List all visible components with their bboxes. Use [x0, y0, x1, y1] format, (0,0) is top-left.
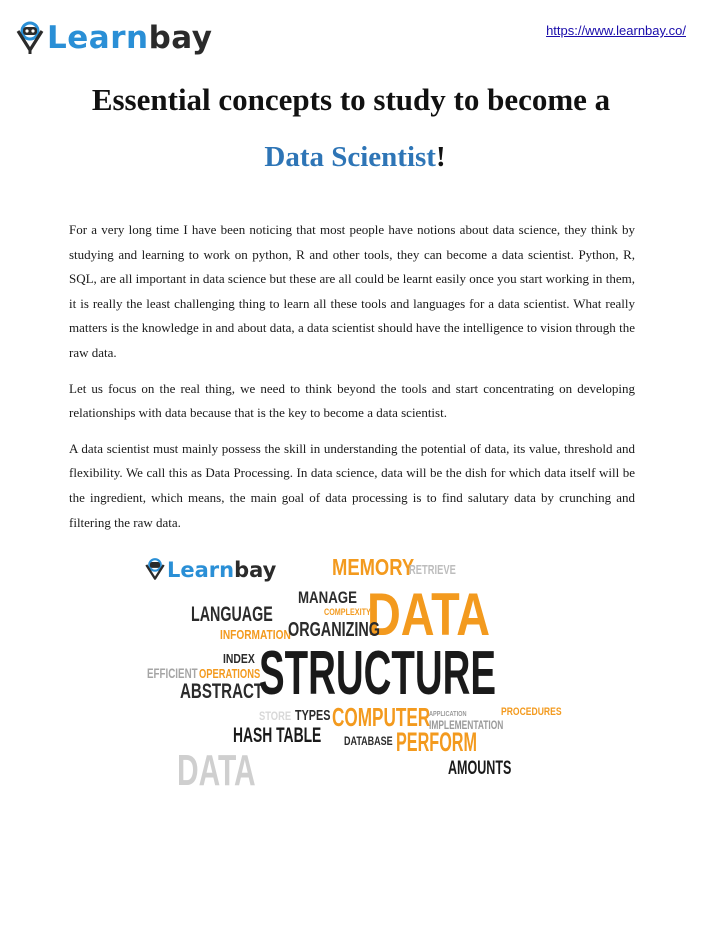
word-implementation: IMPLEMENTATION [429, 718, 504, 732]
word-database: DATABASE [344, 734, 393, 748]
word-information: INFORMATION [220, 627, 291, 642]
word-organizing: ORGANIZING [288, 619, 381, 641]
word-operations: OPERATIONS [199, 666, 261, 681]
word-manage: MANAGE [298, 588, 357, 607]
word-cloud-logo [143, 557, 276, 583]
logo-text-learn: Learn [47, 20, 149, 56]
word-amounts: AMOUNTS [448, 758, 512, 779]
page-header [0, 0, 720, 70]
word-structure: STRUCTURE [259, 639, 497, 708]
word-types: TYPES [295, 707, 331, 724]
article-body [69, 218, 635, 546]
logo-wordmark [47, 20, 212, 56]
paragraph: A data scientist must mainly possess the skill in understanding the potential of data, its value, threshold and flexibility. We call this as Data Processing. In data science, data will be the dish for which data itself will be the ingredient, which means, the main goal of data processing is to find salutary data by crunching and filtering the raw data. [69, 440, 635, 530]
learnbay-logo-icon [14, 20, 46, 56]
wc-logo-bay: bay [234, 558, 277, 582]
word-perform: PERFORM [396, 727, 477, 757]
logo-text-bay: bay [148, 20, 213, 56]
word-hash-table: HASH TABLE [233, 724, 322, 747]
word-application: APPLICATION [429, 711, 467, 718]
paragraph: Let us focus on the real thing, we need to think beyond the tools and start concentrating on developing relationships with data because that is the key to become a data scientist. [69, 380, 635, 421]
word-data-grey: DATA [177, 746, 256, 792]
title-punctuation: ! [435, 141, 446, 173]
title-highlight: Data Scientist [264, 141, 436, 173]
page-title-line2 [0, 141, 710, 174]
wc-logo-learn: Learn [167, 558, 235, 582]
word-store: STORE [259, 709, 292, 723]
word-language: LANGUAGE [191, 603, 273, 626]
website-link[interactable]: https://www.learnbay.co/ [546, 23, 686, 38]
word-abstract: ABSTRACT [180, 680, 264, 703]
word-complexity: COMPLEXITY [324, 607, 371, 617]
paragraph: For a very long time I have been noticing that most people have notions about data science, they think by studying and learning to work on python, R and other tools, they can become a data scientist. Python, R, SQL, are all important in data science but these are all could be learnt easily once you start working in them, it is really the least challenging thing to learn all these tools and languages for a data scientist. What really matters is the knowledge in and about data, a data scientist should have the intelligence to vision through the raw data. [69, 222, 635, 360]
word-computer: COMPUTER [332, 702, 431, 732]
learnbay-logo[interactable] [14, 20, 212, 56]
word-efficient: EFFICIENT [147, 665, 198, 681]
data-structure-word-cloud [143, 549, 575, 792]
word-retrieve: RETRIEVE [409, 562, 456, 577]
word-index: INDEX [223, 651, 255, 666]
word-procedures: PROCEDURES [501, 706, 562, 718]
word-data-large: DATA [367, 581, 491, 648]
page-title: Essential concepts to study to become a [91, 82, 611, 117]
learnbay-logo-icon [143, 557, 167, 583]
word-memory: MEMORY [332, 554, 415, 580]
